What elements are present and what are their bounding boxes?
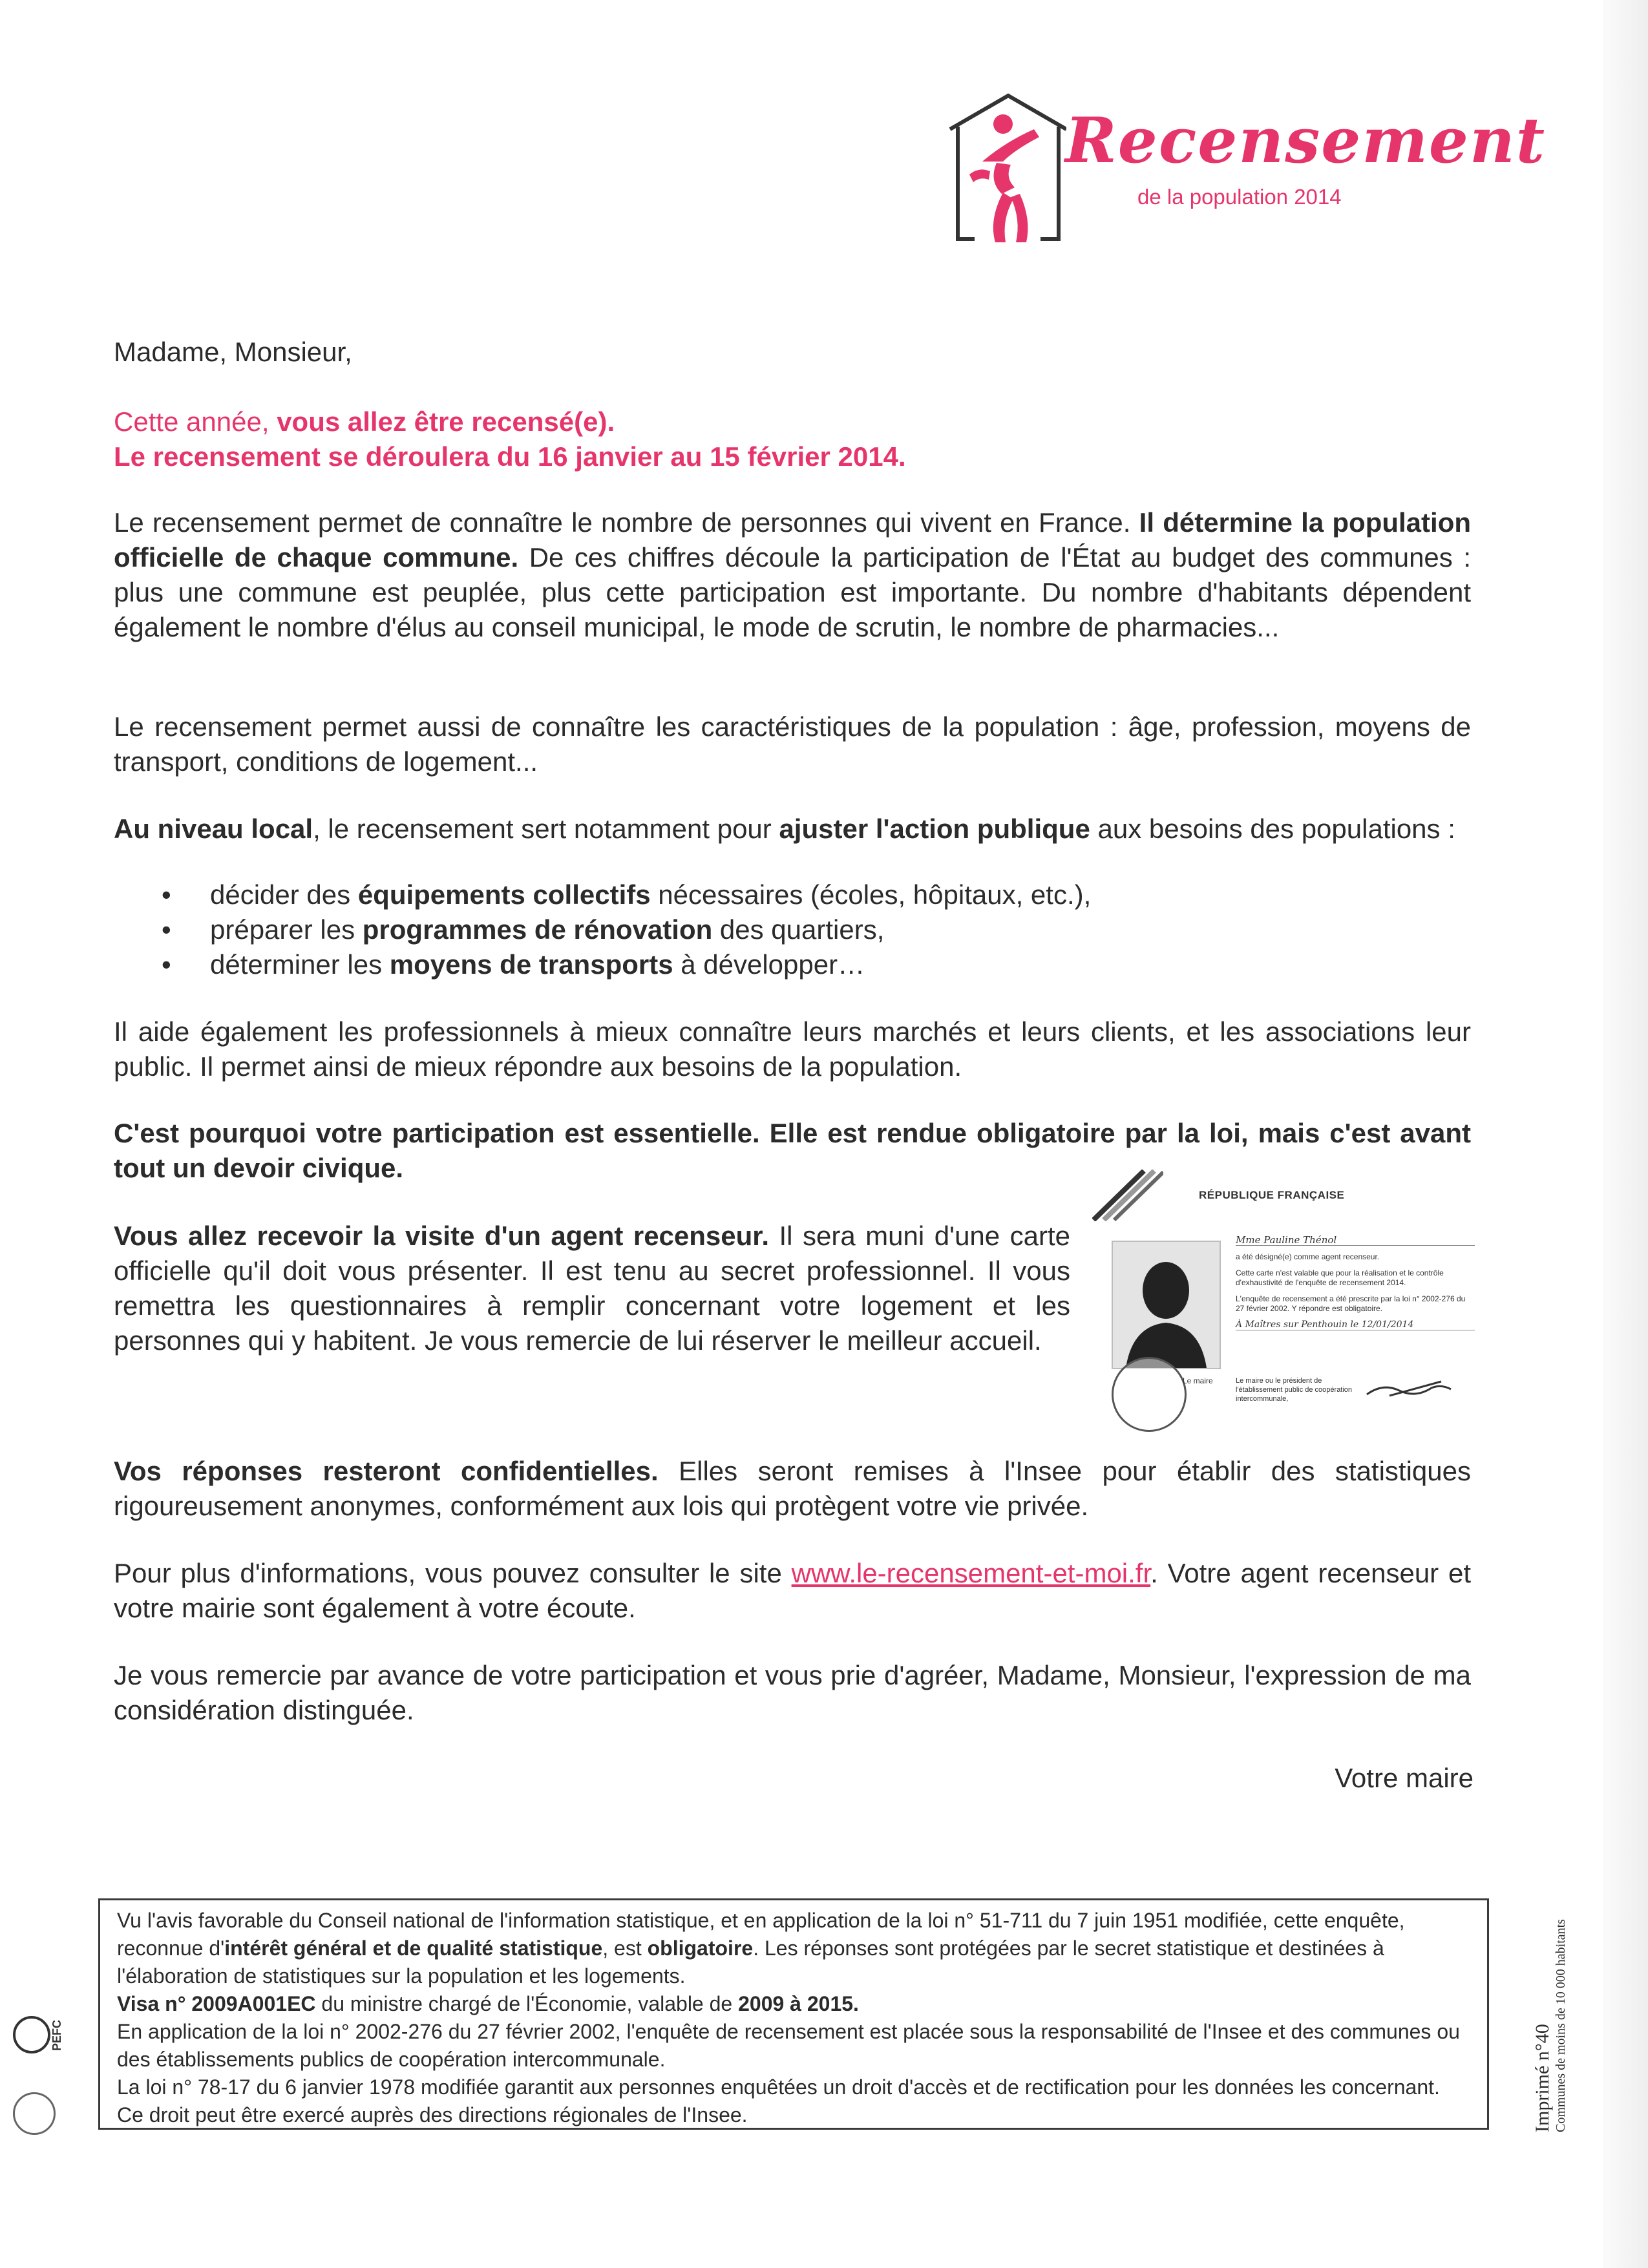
list-item-text: décider des — [210, 879, 358, 910]
legal-emphasis: Visa n° 2009A001EC — [117, 1992, 316, 2015]
intro-emphasis: vous allez être recensé(e). — [277, 406, 615, 437]
form-number: Imprimé n°40 — [1532, 2024, 1553, 2132]
legal-emphasis: 2009 à 2015. — [738, 1992, 859, 2015]
card-law: L'enquête de recensement a été prescrite par la loi n° 2002-276 du 27 février 2002. Y répondre est obligatoire. — [1236, 1294, 1466, 1313]
paragraph-text: Le recensement permet de connaître le nombre de personnes qui vivent en France. — [114, 507, 1139, 538]
paragraph-text: , le recensement sert notamment pour — [313, 814, 779, 844]
paragraph-characteristics: Le recensement permet aussi de connaître les caractéristiques de la population : âge, profession, moyens de transport, conditions de logement... — [114, 711, 1471, 777]
card-place-date: À Maîtres sur Penthouin le 12/01/2014 — [1236, 1320, 1475, 1330]
page-edge-shadow — [1603, 0, 1648, 2268]
list-item — [162, 947, 1091, 982]
form-reference — [1532, 1919, 1569, 2132]
paragraph-professionals: Il aide également les professionnels à mieux connaître leurs marchés et leurs clients, et les associations leur public. Il permet ainsi de mieux répondre aux besoins de la population. — [114, 1016, 1471, 1082]
pefc-tree-icon — [13, 2016, 50, 2053]
legal-text: du ministre chargé de l'Économie, valable de — [315, 1992, 739, 2015]
card-mayor-role: Le maire ou le président de l'établissement public de coopération intercommunale, — [1236, 1377, 1353, 1403]
intro-block — [114, 404, 1471, 474]
legal-paragraph: La loi n° 78-17 du 6 janvier 1978 modifiée garantit aux personnes enquêtées un droit d'accès et de rectification pour les données les concernant. Ce droit peut être exercé auprès des directions régionales de l'Insee. — [117, 2075, 1440, 2126]
list-item-emphasis: moyens de transports — [389, 949, 673, 980]
census-logo — [944, 90, 1547, 246]
legal-paragraph — [117, 1907, 1470, 1990]
list-item-text: préparer les — [210, 914, 363, 945]
paragraph-emphasis: Vous allez recevoir la visite d'un agent recenseur. — [114, 1221, 770, 1251]
card-designation: a été désigné(e) comme agent recenseur. — [1236, 1252, 1380, 1261]
legal-text: , est — [602, 1937, 648, 1960]
agent-name: Mme Pauline Thénol — [1236, 1235, 1475, 1246]
census-dates: Le recensement se déroulera du 16 janvier au 15 février 2014. — [114, 441, 906, 472]
paragraph-confidentiality — [114, 1454, 1471, 1524]
paragraph-closing: Je vous remercie par avance de votre participation et vous prie d'agréer, Madame, Monsieur, l'expression de ma considération distinguée. — [114, 1660, 1471, 1725]
legal-text: . Les réponses sont protégées par le secret statistique et destinées à l'élaboration de statistiques sur la population et les logements. — [117, 1937, 1384, 1988]
paragraph-text: Elles seront remises à l'Insee pour établir des statistiques rigoureusement anonymes, conformément aux lois qui protègent votre vie privée. — [114, 1456, 1471, 1521]
list-item — [162, 912, 1091, 947]
legal-emphasis: obligatoire — [647, 1937, 754, 1960]
list-item-text: déterminer les — [210, 949, 390, 980]
card-validity: Cette carte n'est valable que pour la réalisation et le contrôle d'exhaustivité de l'enquête de recensement 2014. — [1236, 1268, 1444, 1287]
salutation: Madame, Monsieur, — [114, 337, 352, 367]
paragraph-text: Pour plus d'informations, vous pouvez consulter le site — [114, 1558, 792, 1588]
agent-id-card — [1086, 1163, 1486, 1434]
logo-title: Recensement — [1065, 104, 1547, 177]
signature: Votre maire — [1335, 1763, 1474, 1793]
card-header: RÉPUBLIQUE FRANÇAISE — [1199, 1189, 1345, 1201]
paragraph-emphasis: ajuster l'action publique — [779, 814, 1090, 844]
legal-text: Vu l'avis favorable du Conseil national de l'information statistique, et en application de la loi n° 51-711 du 7 juin 1951 modifiée, cette enquête, reconnue d' — [117, 1909, 1405, 1960]
list-item-emphasis: programmes de rénovation — [362, 914, 713, 945]
eco-label-icon — [13, 2092, 56, 2135]
census-website-link[interactable]: www.le-recensement-et-moi.fr — [791, 1558, 1151, 1588]
legal-paragraph — [117, 1990, 1470, 2018]
list-item-emphasis: équipements collectifs — [357, 879, 651, 910]
card-text — [1236, 1235, 1475, 1337]
paragraph-more-info — [114, 1556, 1471, 1626]
list-item-text: nécessaires (écoles, hôpitaux, etc.), — [650, 879, 1092, 910]
mayor-seal-icon — [1112, 1357, 1187, 1432]
paragraph-text: Il sera muni d'une carte officielle qu'il doit vous présenter. Il est tenu au secret professionnel. Il vous remettra les questionnaires à remplir concernant votre logement et les personnes qui y habitent. Je vous remercie de lui réserver le meilleur accueil. — [114, 1221, 1071, 1356]
tricolor-stripes-icon — [1092, 1170, 1163, 1221]
list-item-text: des quartiers, — [712, 914, 885, 945]
paragraph-local-level — [114, 812, 1471, 846]
list-item-text: à développer… — [673, 949, 865, 980]
agent-photo — [1112, 1241, 1221, 1369]
legal-emphasis: intérêt général et de qualité statistique — [224, 1937, 603, 1960]
pefc-mark — [13, 2016, 63, 2135]
paragraph-emphasis: Au niveau local — [114, 814, 313, 844]
card-seal-label: Le maire — [1183, 1376, 1213, 1385]
paragraph-emphasis: Il détermine la population officielle de chaque commune. — [114, 507, 1472, 572]
paragraph-text: De ces chiffres découle la participation de l'État au budget des communes : plus une commune est peuplée, plus cette participation est importante. Du nombre d'habitants dépendent également le nombre d'élus au conseil municipal, le mode de scrutin, le nombre de pharmacies... — [114, 542, 1472, 642]
list-item — [162, 877, 1091, 912]
paragraph-population — [114, 505, 1471, 645]
paragraph-text: aux besoins des populations : — [1090, 814, 1455, 844]
logo-subtitle: de la population 2014 — [1137, 185, 1342, 209]
paragraph-emphasis: C'est pourquoi votre participation est essentielle. Elle est rendue obligatoire par la loi, mais c'est avant tout un devoir civique. — [114, 1118, 1471, 1183]
legal-paragraph: En application de la loi n° 2002-276 du 27 février 2002, l'enquête de recensement est placée sous la responsabilité de l'Insee et des communes ou des établissements publics de coopération intercommunale. — [117, 2020, 1460, 2071]
form-scope: Communes de moins de 10 000 habitants — [1554, 1919, 1568, 2132]
bullet-list — [162, 877, 1091, 982]
legal-notice-box — [98, 1898, 1489, 2130]
house-figure-icon — [944, 90, 1066, 246]
pefc-label: PEFC — [50, 2019, 63, 2051]
paragraph-text: . Votre agent recenseur et votre mairie sont également à votre écoute. — [114, 1558, 1471, 1623]
paragraph-emphasis: Vos réponses resteront confidentielles. — [114, 1456, 659, 1486]
paragraph-agent-visit — [114, 1219, 1070, 1358]
signature-scribble-icon — [1364, 1376, 1454, 1402]
intro-text: Cette année, — [114, 406, 277, 437]
